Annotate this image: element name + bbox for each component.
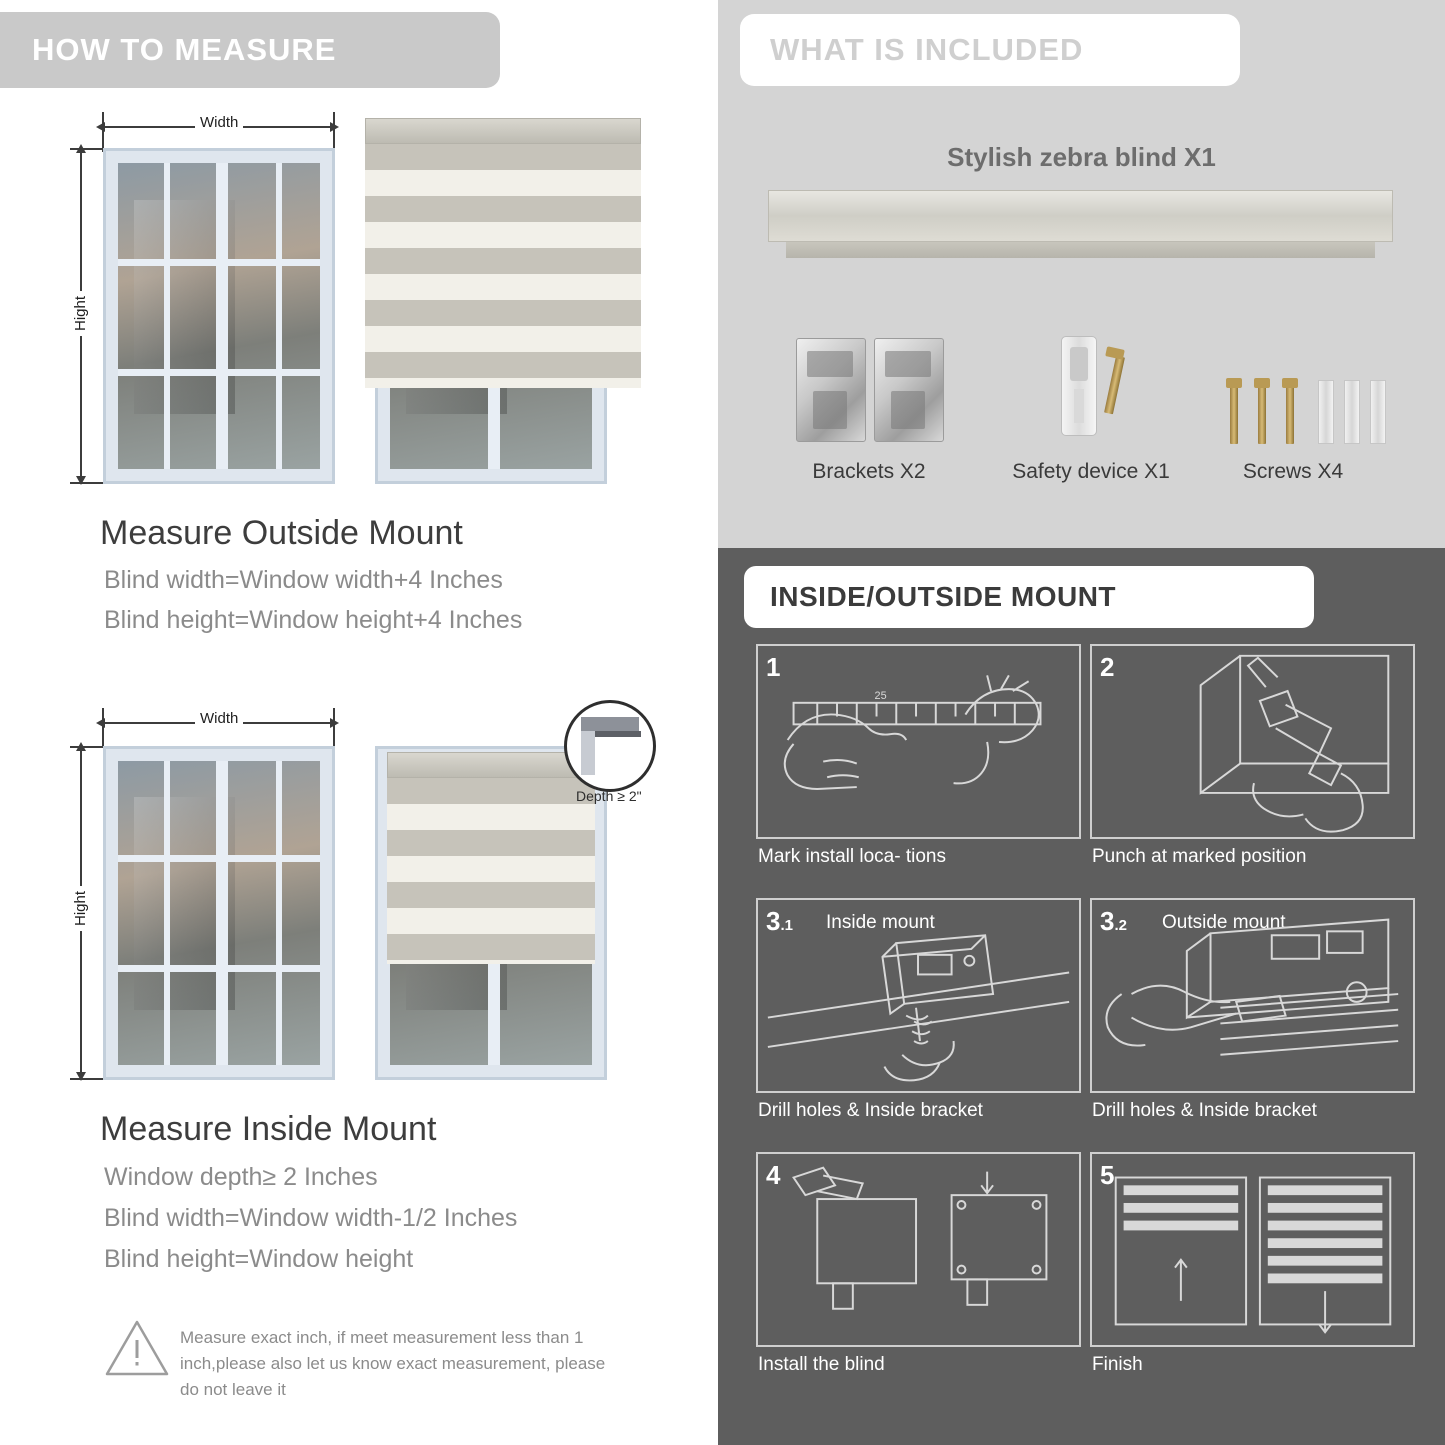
warning-triangle-icon [104,1318,170,1378]
inside-width-tick-right [333,708,335,748]
screw-head-3 [1282,378,1298,388]
blind-headrail [387,752,595,778]
step-num-text: 1 [766,652,781,682]
outside-width-tick-right [333,112,335,152]
step-box-3-2 [1090,898,1415,1121]
screw-3 [1286,386,1294,444]
screw-2 [1258,386,1266,444]
step-box-3-1 [756,898,1081,1121]
inside-mount-window [103,746,335,1080]
inside-outside-mount-badge: INSIDE/OUTSIDE MOUNT [744,566,1314,628]
window-muntin-h2 [118,369,320,376]
headrail-top [768,190,1393,242]
step-num-sub: .1 [780,917,793,934]
window-muntin-h1 [118,259,320,266]
blind-headrail [365,118,641,144]
step-3-2-inline-label: Outside mount [1162,912,1286,933]
bracket-2 [874,338,944,442]
blind-zebra-fabric [365,144,641,388]
zebra-blind-inside-mount [387,752,595,964]
window-muntin-v1 [164,163,170,469]
outside-width-tick-left [102,112,104,152]
window-mullion-vertical [216,761,228,1065]
brackets-label: Brackets X2 [812,460,926,483]
step-num-text: 3 [766,906,781,936]
safety-screw-head [1105,346,1125,360]
step-3-1-inline-label: Inside mount [826,912,935,933]
how-to-measure-badge: HOW TO MEASURE [0,12,500,88]
outside-width-label: Width [195,114,243,131]
what-is-included-badge: WHAT IS INCLUDED [740,14,1240,86]
inside-outside-mount-panel [718,548,1445,1445]
inside-mount-title: Measure Inside Mount [100,1110,437,1148]
inside-mount-line3: Blind height=Window height [104,1245,414,1273]
step-1-sketch [758,646,1079,837]
blind-zebra-fabric [387,778,595,964]
step-5-caption: Finish [1092,1354,1143,1375]
inside-mount-line2: Blind width=Window width-1/2 Inches [104,1204,518,1232]
inside-width-tick-left [102,708,104,748]
step-4-caption: Install the blind [758,1354,885,1375]
safety-device-label: Safety device X1 [1012,460,1170,483]
step-num-text: 2 [1100,652,1115,682]
safety-screw [1104,356,1125,415]
bracket-slot [807,351,853,377]
outside-mount-line1: Blind width=Window width+4 Inches [104,566,503,594]
step-3-2-caption: Drill holes & Inside bracket [1092,1100,1317,1121]
measure-note-text: Measure exact inch, if meet measurement less than 1 inch,please also let us know exact measurement, please do not leave it [180,1328,606,1399]
zebra-blind-outside-mount [365,118,641,388]
window-muntin-h2 [118,965,320,972]
outside-mount-title: Measure Outside Mount [100,514,463,552]
depth-label: Depth ≥ 2" [576,788,642,804]
svg-text:25: 25 [874,689,887,702]
step-box-4 [756,1152,1081,1375]
what-is-included-panel [718,0,1445,548]
screw-head-1 [1226,378,1242,388]
inside-height-label: Hight [72,886,89,931]
window-muntin-v1 [164,761,170,1065]
window-muntin-v2 [276,761,282,1065]
screw-1 [1230,386,1238,444]
step-3-1-caption: Drill holes & Inside bracket [758,1100,983,1121]
inside-mount-line1: Window depth≥ 2 Inches [104,1163,378,1191]
outside-mount-window [103,148,335,484]
step-3-1-sketch [758,900,1079,1091]
bracket-slot [885,351,931,377]
step-5-sketch [1092,1154,1413,1345]
how-to-measure-panel [0,0,712,1445]
headrail-bottom [786,242,1375,258]
bracket-1 [796,338,866,442]
step-1-caption: Mark install loca- tions [758,846,946,867]
wall-anchor-3 [1370,380,1386,444]
safety-device [1061,336,1097,436]
bracket-notch [891,391,925,429]
depth-callout-circle [564,700,656,792]
wall-anchor-2 [1344,380,1360,444]
outside-mount-line2: Blind height=Window height+4 Inches [104,606,523,634]
window-mullion-vertical [216,163,228,469]
step-num-text: 3 [1100,906,1115,936]
window-muntin-h1 [118,855,320,862]
included-main-item-label: Stylish zebra blind X1 [947,142,1216,172]
step-2-sketch [1092,646,1413,837]
window-muntin-v2 [276,163,282,469]
zebra-blind-headrail-graphic [768,190,1393,262]
step-2-caption: Punch at marked position [1092,846,1307,867]
step-num-text: 5 [1100,1160,1115,1190]
wall-anchor-1 [1318,380,1334,444]
screws-label: Screws X4 [1242,460,1344,483]
step-3-2-sketch [1092,900,1413,1091]
step-box-5 [1090,1152,1415,1375]
bracket-notch [813,391,847,429]
step-num-text: 4 [766,1160,781,1190]
screw-head-2 [1254,378,1270,388]
step-num-sub: .2 [1114,917,1127,934]
step-box-2 [1090,644,1415,867]
step-box-1 [756,644,1081,867]
outside-height-label: Hight [72,291,89,336]
inside-width-label: Width [195,710,243,727]
step-4-sketch [758,1154,1079,1345]
